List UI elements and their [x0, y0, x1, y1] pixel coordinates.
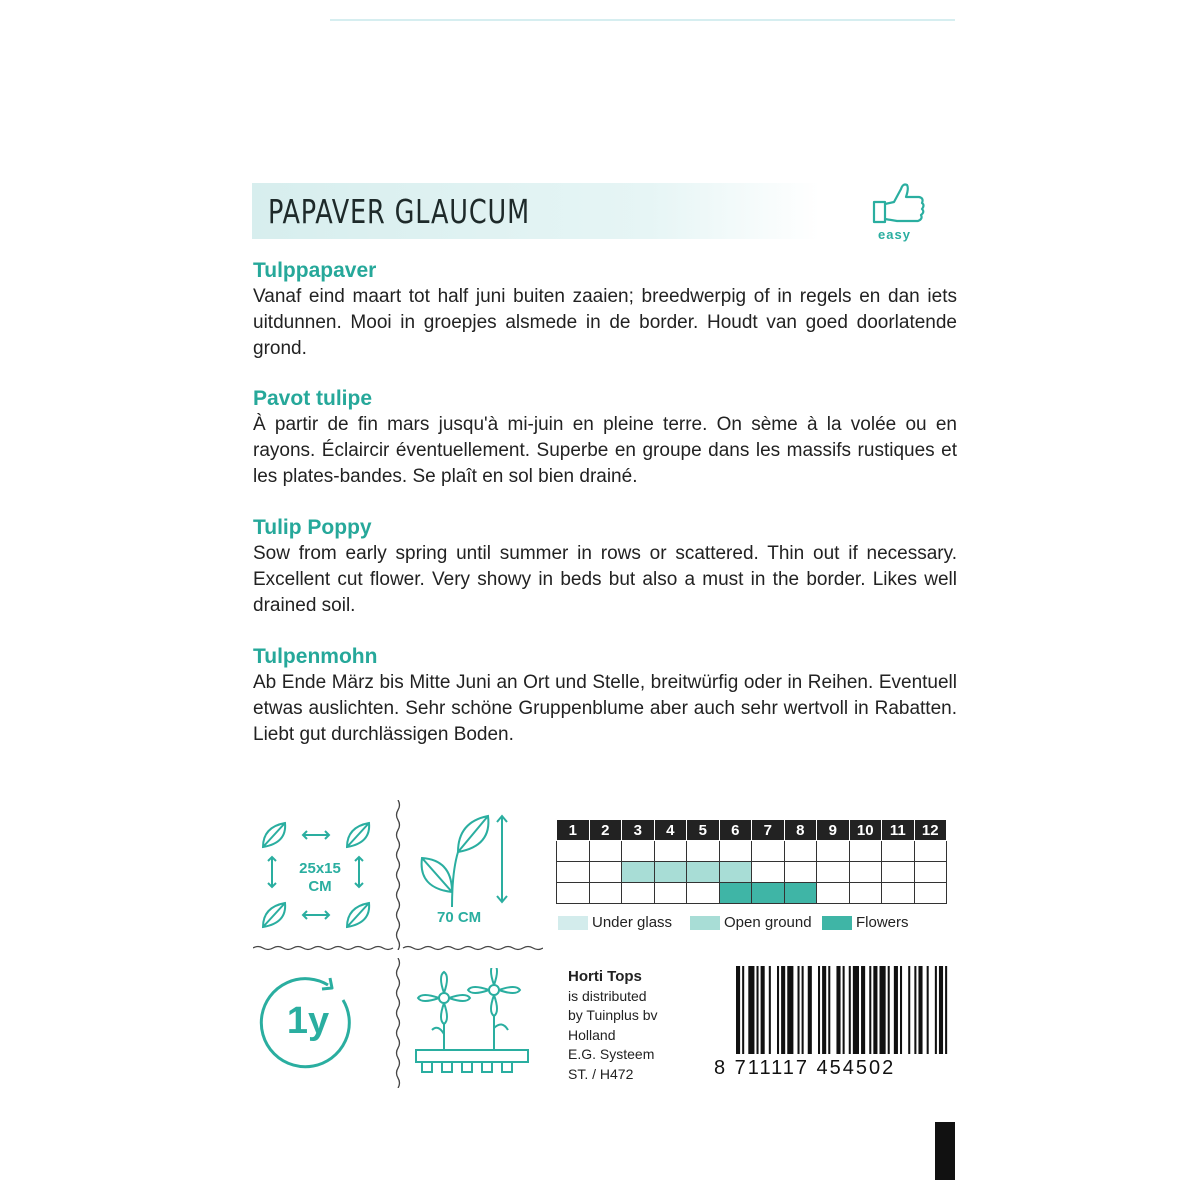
distributor-info [568, 967, 658, 1084]
barcode-bar [894, 966, 898, 1054]
calendar-cell [589, 862, 622, 883]
calendar-cell [849, 841, 882, 862]
barcode-bar [748, 966, 754, 1054]
calendar-cell [784, 841, 817, 862]
barcode-bar [777, 966, 779, 1054]
wavy-divider [394, 800, 402, 950]
barcode-bar [927, 966, 929, 1054]
barcode-bar [761, 966, 765, 1054]
top-rule [330, 19, 955, 21]
distributor-line: Holland [568, 1026, 616, 1043]
month-header: 2 [589, 820, 622, 841]
calendar-cell [817, 841, 850, 862]
month-header: 4 [654, 820, 687, 841]
calendar-cell [752, 841, 785, 862]
plant-height-icon [418, 812, 528, 917]
legend-label: Flowers [856, 914, 909, 931]
month-header: 8 [784, 820, 817, 841]
calendar-cell [719, 862, 752, 883]
barcode-bar [769, 966, 771, 1054]
calendar-cell [589, 883, 622, 904]
calendar-cell [849, 862, 882, 883]
calendar-cell [882, 841, 915, 862]
calendar-cell [622, 883, 655, 904]
calendar-cell [914, 883, 947, 904]
barcode-bar [869, 966, 871, 1054]
calendar-cell [687, 841, 720, 862]
section-nl [253, 258, 957, 362]
spacing-unit: CM [308, 878, 332, 895]
flowers-swatch [822, 916, 852, 930]
sowing-calendar [556, 819, 947, 904]
barcode-bar [918, 966, 922, 1054]
month-header: 6 [719, 820, 752, 841]
calendar-cell [882, 883, 915, 904]
calendar-cell [589, 841, 622, 862]
legend-under-glass [558, 914, 672, 931]
wavy-divider [394, 958, 402, 1088]
calendar-cell [914, 862, 947, 883]
calendar-cell [622, 841, 655, 862]
wavy-divider [253, 944, 543, 952]
barcode-bar [781, 966, 785, 1054]
barcode-bar [787, 966, 793, 1054]
barcode-bar [802, 966, 804, 1054]
distributor-line: E.G. Systeem [568, 1046, 655, 1062]
distributor-line: ST. / H472 [568, 1065, 634, 1082]
calendar-cell [719, 841, 752, 862]
spacing-value: 25x15 [299, 860, 341, 877]
barcode-bar [945, 966, 947, 1054]
calendar-cell [752, 883, 785, 904]
month-header: 10 [849, 820, 882, 841]
barcode-bar [849, 966, 851, 1054]
barcode-bar [853, 966, 859, 1054]
calendar-cell [622, 862, 655, 883]
calendar-cell [817, 862, 850, 883]
lifecycle-label: 1y [286, 1000, 330, 1042]
section-text: Sow from early spring until summer in rows or scattered. Thin out if necessary. Excellent cut flower. Very showy in beds but also a must in the border. Likes well drained soil. [253, 543, 957, 616]
section-text: À partir de fin mars jusqu'à mi-juin en pleine terre. On sème à la volée ou en rayons. Éclaircir éventuellement. Superbe en groupe dans les massifs rustiques et les plates-bandes. Se plaît en sol bien drainé. [253, 414, 957, 487]
product-title: PAPAVER GLAUCUM [268, 192, 530, 231]
month-header: 3 [622, 820, 655, 841]
calendar-cell [882, 862, 915, 883]
section-en [253, 515, 957, 619]
legend-flowers [822, 914, 909, 931]
distributor-line: by Tuinplus bv [568, 1007, 658, 1023]
barcode-bar [939, 966, 943, 1054]
month-header: 11 [882, 820, 915, 841]
barcode-bar [888, 966, 890, 1054]
barcode-bar [836, 966, 840, 1054]
month-header: 7 [752, 820, 785, 841]
legend-label: Open ground [724, 914, 812, 931]
month-header: 12 [914, 820, 947, 841]
calendar-cell [687, 883, 720, 904]
barcode-bar [828, 966, 830, 1054]
barcode-bar [818, 966, 820, 1054]
barcode-bar [935, 966, 937, 1054]
section-text: Vanaf eind maart tot half juni buiten zaaien; breedwerpig of in regels en dan iets uitdunnen. Mooi in groepjes alsmede in de border. Houdt van goed doorlatende grond. [253, 286, 957, 359]
calendar-cell [654, 862, 687, 883]
calendar-cell [719, 883, 752, 904]
month-header: 5 [687, 820, 720, 841]
easy-label: easy [878, 227, 911, 242]
print-mark [935, 1122, 955, 1180]
barcode-bar [822, 966, 826, 1054]
barcode-bar [873, 966, 877, 1054]
height-label: 70 CM [437, 909, 482, 926]
calendar-cell [849, 883, 882, 904]
calendar-cell [752, 862, 785, 883]
calendar-cell [557, 841, 590, 862]
spacing-label [290, 860, 350, 896]
barcode-bar [900, 966, 902, 1054]
calendar-cell [784, 883, 817, 904]
section-heading: Tulip Poppy [253, 516, 372, 539]
barcode-bar [908, 966, 910, 1054]
calendar-cell [784, 862, 817, 883]
open-ground-swatch [690, 916, 720, 930]
barcode-bar [798, 966, 800, 1054]
brand-name: Horti Tops [568, 968, 642, 985]
barcode-bar [861, 966, 865, 1054]
legend-label: Under glass [592, 914, 673, 931]
section-text: Ab Ende März bis Mitte Juni an Ort und Stelle, breitwürfig oder in Reihen. Eventuell etwas auslichten. Sehr schöne Gruppenblume aber auch sehr wertvoll in Rabatten. Liebt gut durchlässigen Boden. [253, 672, 957, 745]
barcode-bar [742, 966, 744, 1054]
distributor-line: is distributed [568, 987, 647, 1004]
calendar-cell [817, 883, 850, 904]
calendar-cell [687, 862, 720, 883]
barcode-number: 8 711117 454502 [714, 1057, 896, 1079]
month-header: 9 [817, 820, 850, 841]
barcode-bar [736, 966, 740, 1054]
under-glass-swatch [558, 916, 588, 930]
section-heading: Tulppapaver [253, 259, 377, 282]
calendar-cell [654, 883, 687, 904]
calendar-cell [914, 841, 947, 862]
calendar-cell [557, 883, 590, 904]
barcode-bar [880, 966, 886, 1054]
section-heading: Tulpenmohn [253, 645, 378, 668]
barcode-bar [843, 966, 845, 1054]
seed-tray-flowers-icon [412, 968, 532, 1078]
section-fr [253, 386, 957, 490]
legend-open-ground [690, 914, 812, 931]
barcode-bar [757, 966, 759, 1054]
month-header: 1 [557, 820, 590, 841]
section-de [253, 644, 957, 748]
section-heading: Pavot tulipe [253, 387, 373, 410]
barcode-bar [808, 966, 812, 1054]
barcode-bar [914, 966, 916, 1054]
calendar-cell [654, 841, 687, 862]
calendar-cell [557, 862, 590, 883]
